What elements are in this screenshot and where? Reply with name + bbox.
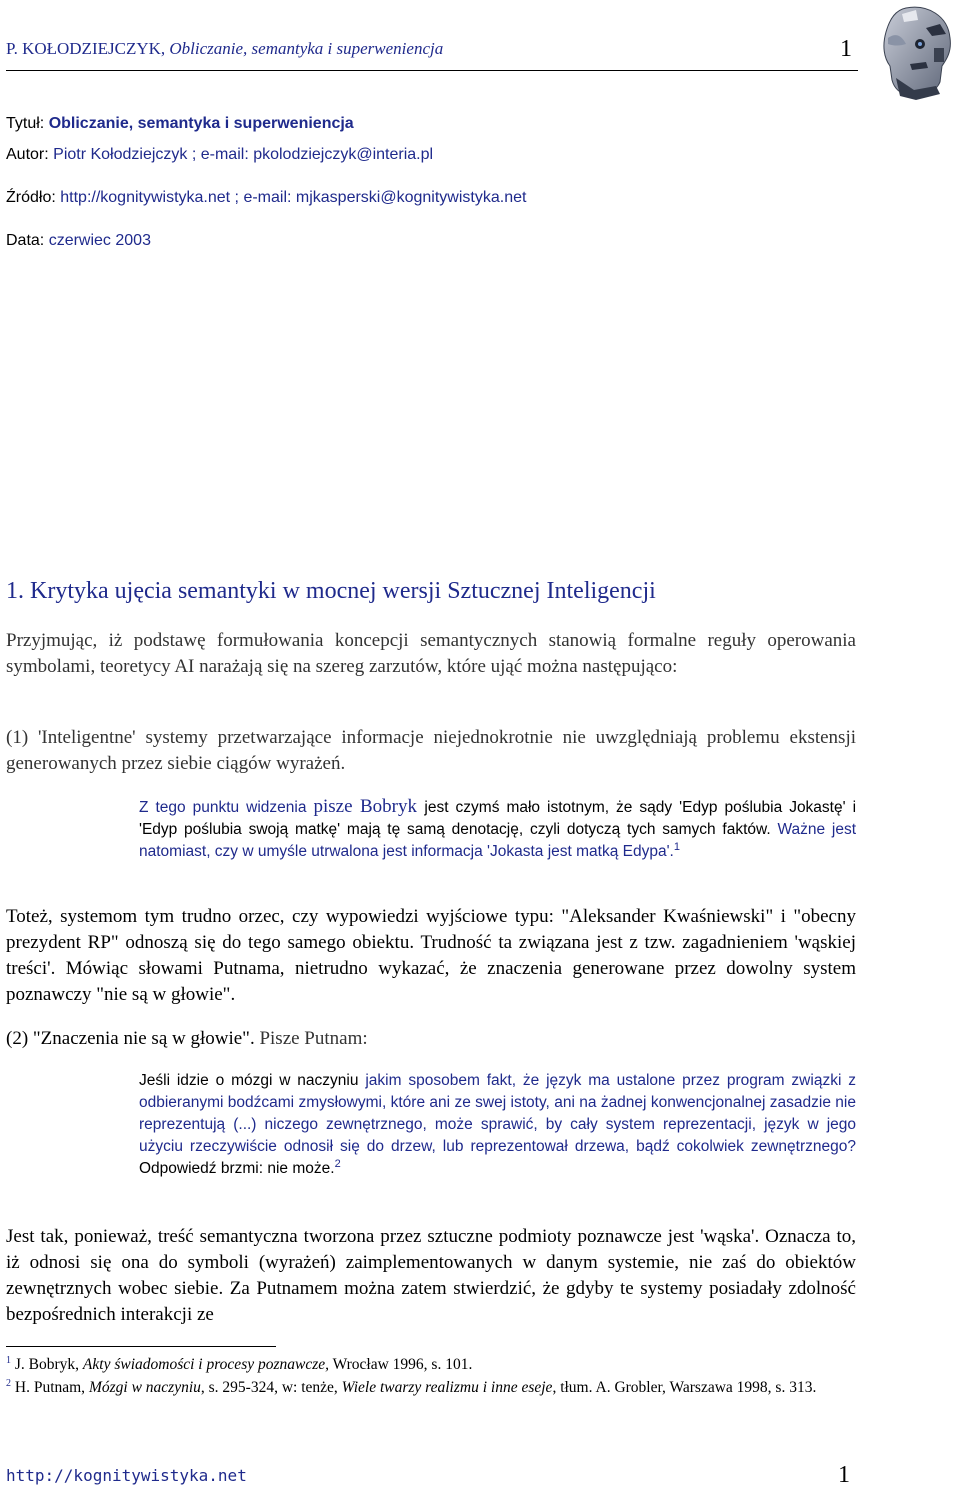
footnote-2-essay-title: Mózgi w naczyniu xyxy=(88,1379,201,1396)
footnote-1 xyxy=(6,1354,856,1376)
running-head-author: P. KOŁODZIEJCZYK, xyxy=(6,39,170,58)
paragraph-4-part-a: (2) "Znaczenia nie są w głowie". xyxy=(6,1028,260,1049)
meta-date-label: Data: xyxy=(6,232,49,249)
quote1-part-d: Ważne jest natomiast, czy w umyśle utrwalona jest informacja 'Jokasta jest matką Edypa'. xyxy=(139,821,856,860)
robot-head-logo xyxy=(866,2,960,100)
footnote-1-book-title: Akty świadomości i procesy poznawcze, xyxy=(82,1356,330,1373)
quote2-part-c: Odpowiedź brzmi: nie może. xyxy=(139,1160,335,1177)
footnote-2-number: 2 xyxy=(6,1377,11,1389)
footnote-1-part-a: J. Bobryk, xyxy=(11,1356,83,1373)
footnote-1-part-b: Wrocław 1996, s. 101. xyxy=(329,1356,473,1373)
quote1-part-b: pisze Bobryk xyxy=(313,796,425,817)
footer-url-link[interactable]: http://kognitywistyka.net xyxy=(6,1466,247,1485)
footnote-2-part-b: , s. 295-324, w: tenże, xyxy=(200,1379,342,1396)
paragraph-1: Przyjmując, iż podstawę formułowania koncepcji semantycznych stanowią formalne reguły operowania symbolami, teoretycy AI narażają się na szereg zarzutów, które ująć można następująco: xyxy=(6,630,856,677)
footnote-2 xyxy=(6,1377,856,1399)
meta-title-label: Tytuł: xyxy=(6,115,49,132)
meta-author xyxy=(6,146,433,164)
paragraph-4 xyxy=(6,1026,856,1052)
meta-date-value: czerwiec 2003 xyxy=(48,232,151,249)
meta-title-value: Obliczanie, semantyka i superweniencja xyxy=(48,115,354,132)
meta-source-value: http://kognitywistyka.net ; e-mail: mjkasperski@kognitywistyka.net xyxy=(60,189,527,206)
footnote-2-book-title: Wiele twarzy realizmu i inne eseje xyxy=(341,1379,553,1396)
meta-source xyxy=(6,189,526,207)
paragraph-2: (1) 'Inteligentne' systemy przetwarzające informacje niejednokrotnie nie uwzględniają problemu ekstensji generowanych przez siebie ciągów wyrażeń. xyxy=(6,727,856,774)
quote1-part-c: jest czymś mało istotnym, że sądy 'Edyp poślubia Jokastę' i 'Edyp poślubia swoją matkę' mają tę samą denotację, czyli dotyczą tych samych faktów. xyxy=(139,799,857,838)
block-quote-putnam xyxy=(139,1070,856,1180)
meta-date xyxy=(6,232,151,250)
paragraph-3: Toteż, systemom tym trudno orzec, czy wypowiedzi wyjściowe typu: "Aleksander Kwaśniewski" i "obecny prezydent RP" odnoszą się do tego samego obiektu. Trudność ta związana jest z tzw. zagadnieniem 'wąskiej treści'. Mówiąc słowami Putnama, nietrudno wykazać, że znaczenia generowane przez dowolny system poznawczy "nie są w głowie". xyxy=(6,906,856,1005)
quote2-part-b: jakim sposobem fakt, że język ma ustalone przez program związki z odbieranymi bodźcami zmysłowymi, które ani ze swej istoty, ani na żadnej konwencjonalnej zasadzie nie reprezentują (...) niczego zewnętrznego, może sprawić, by cały system reprezentacji, język w jego użyciu rzeczywiście odnosił się do drzew, lub reprezentował drzewa, bądź cokolwiek zewnętrznego? xyxy=(139,1072,856,1155)
footnote-1-number: 1 xyxy=(6,1354,11,1366)
footer-page-number: 1 xyxy=(838,1462,850,1488)
quote2-part-a: Jeśli idzie o mózgi w naczyniu xyxy=(139,1072,366,1089)
header-page-number: 1 xyxy=(840,36,852,62)
quote1-part-a: Z tego punktu widzenia xyxy=(139,799,314,816)
running-head-title: Obliczanie, semantyka i superweniencja xyxy=(169,39,444,58)
meta-author-label: Autor: xyxy=(6,146,54,163)
footnote-ref-2: 2 xyxy=(334,1157,341,1170)
block-quote-bobryk xyxy=(139,796,856,863)
section-heading: 1. Krytyka ujęcia semantyki w mocnej wersji Sztucznej Inteligencji xyxy=(6,578,656,604)
meta-source-label: Źródło: xyxy=(6,189,61,206)
meta-author-value: Piotr Kołodziejczyk ; e-mail: pkolodziejczyk@interia.pl xyxy=(53,146,434,163)
footnote-2-part-c: , tłum. A. Grobler, Warszawa 1998, s. 313. xyxy=(552,1379,817,1396)
footnote-divider xyxy=(6,1346,276,1347)
page-header xyxy=(6,36,858,71)
paragraph-5: Jest tak, ponieważ, treść semantyczna tworzona przez sztuczne podmioty poznawcze jest 'wąska'. Oznacza to, iż odnosi się ona do symboli (wyrażeń) zaimplementowanych w danym systemie, nie zaś do obiektów zewnętrznych wobec siebie. Za Putnamem można zatem stwierdzić, że gdyby te systemy posiadały zdolność bezpośrednich interakcji ze xyxy=(6,1226,856,1325)
running-head xyxy=(6,39,443,59)
footnote-2-part-a: H. Putnam, xyxy=(11,1379,89,1396)
footnote-ref-1: 1 xyxy=(673,840,680,853)
meta-title xyxy=(6,115,354,133)
paragraph-4-part-b: Pisze Putnam: xyxy=(259,1028,368,1049)
